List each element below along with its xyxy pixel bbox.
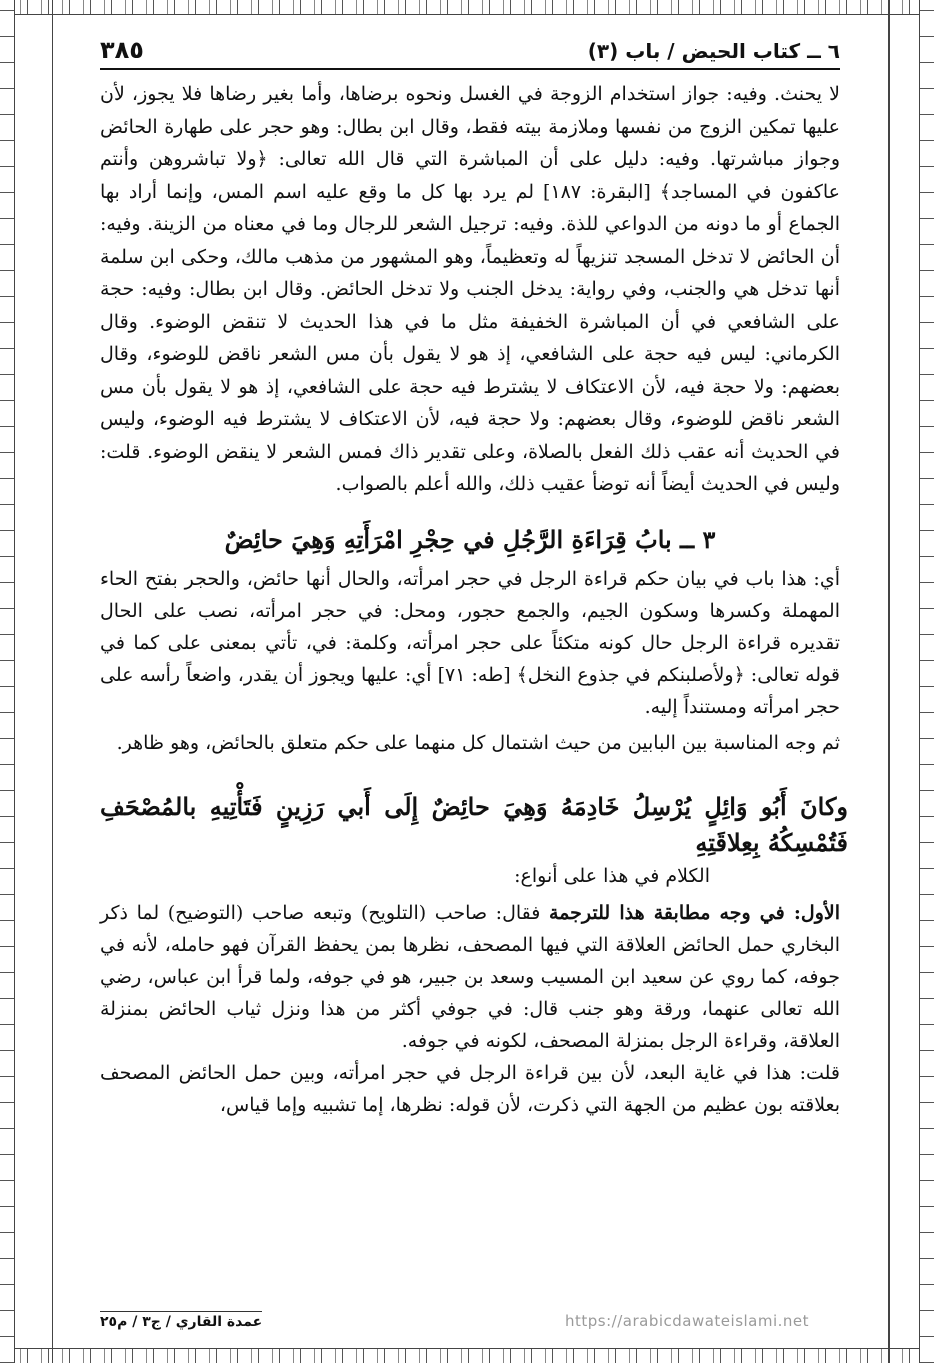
decorative-border-top	[0, 0, 934, 15]
decorative-border-left	[0, 0, 15, 1363]
section-first-text: فقال: صاحب (التلويح) وتبعه صاحب (التوضيح) لما ذكر البخاري حمل الحائض العلاقة التي فيها المصحف، نظرها بمن يحفظ القرآن فهو حامله، لأنه في جوفه، كما روي عن سعيد ابن المسيب وسعد بن جبير، هو في جوفه، ولما قرأ ابن عباس، رضي الله تعالى عنهما، ورقة وهو جنب قال: في جوفي أكثر من هذا ونزل ثياب الحائض بمنزلة العلاقة، وقراءة الرجل بمنزلة المصحف، لكونه في جوفه.	[100, 901, 840, 1052]
decorative-border-bottom	[0, 1348, 934, 1363]
chapter-heading: ٣ ــ بابُ قِرَاءَةِ الرَّجُلِ في حِجْرِ امْرَأَتِهِ وَهِيَ حائِضٌ	[224, 524, 716, 554]
hadith-text: وكانَ أَبُو وَائِلٍ يُرْسِلُ خَادِمَهُ وَهِيَ حائِضٌ إِلَى أَبي رَزِينٍ فَتَأْتِيهِ بالمُصْحَفِ فَتُمْسِكُهُ بِعِلاقَتِهِ	[100, 791, 848, 857]
page-content	[100, 36, 848, 1121]
commentary-paragraph: لا يحنث. وفيه: جواز استخدام الزوجة في الغسل ونحوه برضاها، وأما بغير رضاها فلا يجوز، لأن عليها تمكين الزوج من نفسها وملازمة بيته فقط، وقال ابن بطال: وهو حجر على طهارة الحائض وجواز مباشرتها. وفيه: دليل على أن المباشرة التي قال الله تعالى: ﴿ولا تباشروهن وأنتم عاكفون في المساجد﴾ [البقرة: ١٨٧] لم يرد بها كل ما وقع عليه اسم المس، وإنما أراد بها الجماع أو ما دونه من الدواعي للذة. وفيه: ترجيل الشعر للرجال وما في معناه من الزينة. وفيه: أن الحائض لا تدخل المسجد تنزيهاً له وتعظيماً، وهو المشهور من مذهب مالك، وحكى ابن سلمة أنها تدخل هي والجنب، وفي رواية: يدخل الجنب ولا تدخل الحائض. وقال ابن بطال: وفيه: حجة على الشافعي في أن المباشرة الخفيفة مثل ما في هذا الحديث لا تنقض الوضوء. وقال الكرماني: ليس فيه حجة على الشافعي، إذ هو لا يقول بأن مس الشعر ناقض للوضوء، وقال بعضهم: ولا حجة فيه، لأن الاعتكاف لا يشترط فيه حجة على الشافعي، إذ هو لا يقول بأن مس الشعر ناقض للوضوء، وقال بعضهم: ولا حجة فيه، لأن الاعتكاف لا يشترط فيه الوضوء، وليس في الحديث أنه عقب ذلك الفعل بالصلاة، وعلى تقدير ذاك فمس الشعر لا ينقض الوضوء. قلت: وليس في الحديث أيضاً أنه توضأ عقيب ذلك، والله أعلم بالصواب.	[100, 83, 840, 495]
section-first-label: الأول: في وجه مطابقة هذا للترجمة	[548, 901, 840, 924]
border-line-left	[52, 0, 53, 1363]
chapter-explanation: أي: هذا باب في بيان حكم قراءة الرجل في حجر امرأته، والحال أنها حائض، والحجر بفتح الحاء المهملة وكسرها وسكون الجيم، والجمع حجور، ومحل: في حجر امرأته، نصب على الحال تقديره قراءة الرجل حال كونه متكئاً على حجر امرأته، وكلمة: في، تأتي بمعنى على كما في قوله تعالى: ﴿ولأصلبنكم في جذوع النخل﴾ [طه: ٧١] أي: عليها ويجوز أن يقدر، واضعاً رأسه على حجر امرأته ومستنداً إليه.	[100, 567, 840, 718]
running-header	[100, 36, 840, 70]
border-line-right	[888, 0, 890, 1363]
watermark-url: https://arabicdawateislami.net	[565, 1312, 810, 1330]
decorative-border-right	[919, 0, 934, 1363]
hadith-intro: الكلام في هذا على أنواع:	[514, 864, 710, 887]
section-remark: قلت: هذا في غاية البعد، لأن بين قراءة الرجل في حجر امرأته، وبين حمل الحائض المصحف بعلاقته بون عظيم من الجهة التي ذكرت، لأن قوله: نظرها، إما تشبيه وإما قياس،	[100, 1061, 840, 1116]
header-title: ٦ ــ كتاب الحيض / باب (٣)	[587, 39, 840, 63]
section-first	[100, 897, 840, 1057]
page-number: ٣٨٥	[100, 36, 144, 64]
footer-signature: عمدة القاري / ج٣ / م٢٥	[100, 1311, 262, 1330]
chapter-relevance: ثم وجه المناسبة بين البابين من حيث اشتمال كل منهما على حكم متعلق بالحائض، وهو ظاهر.	[116, 731, 840, 754]
